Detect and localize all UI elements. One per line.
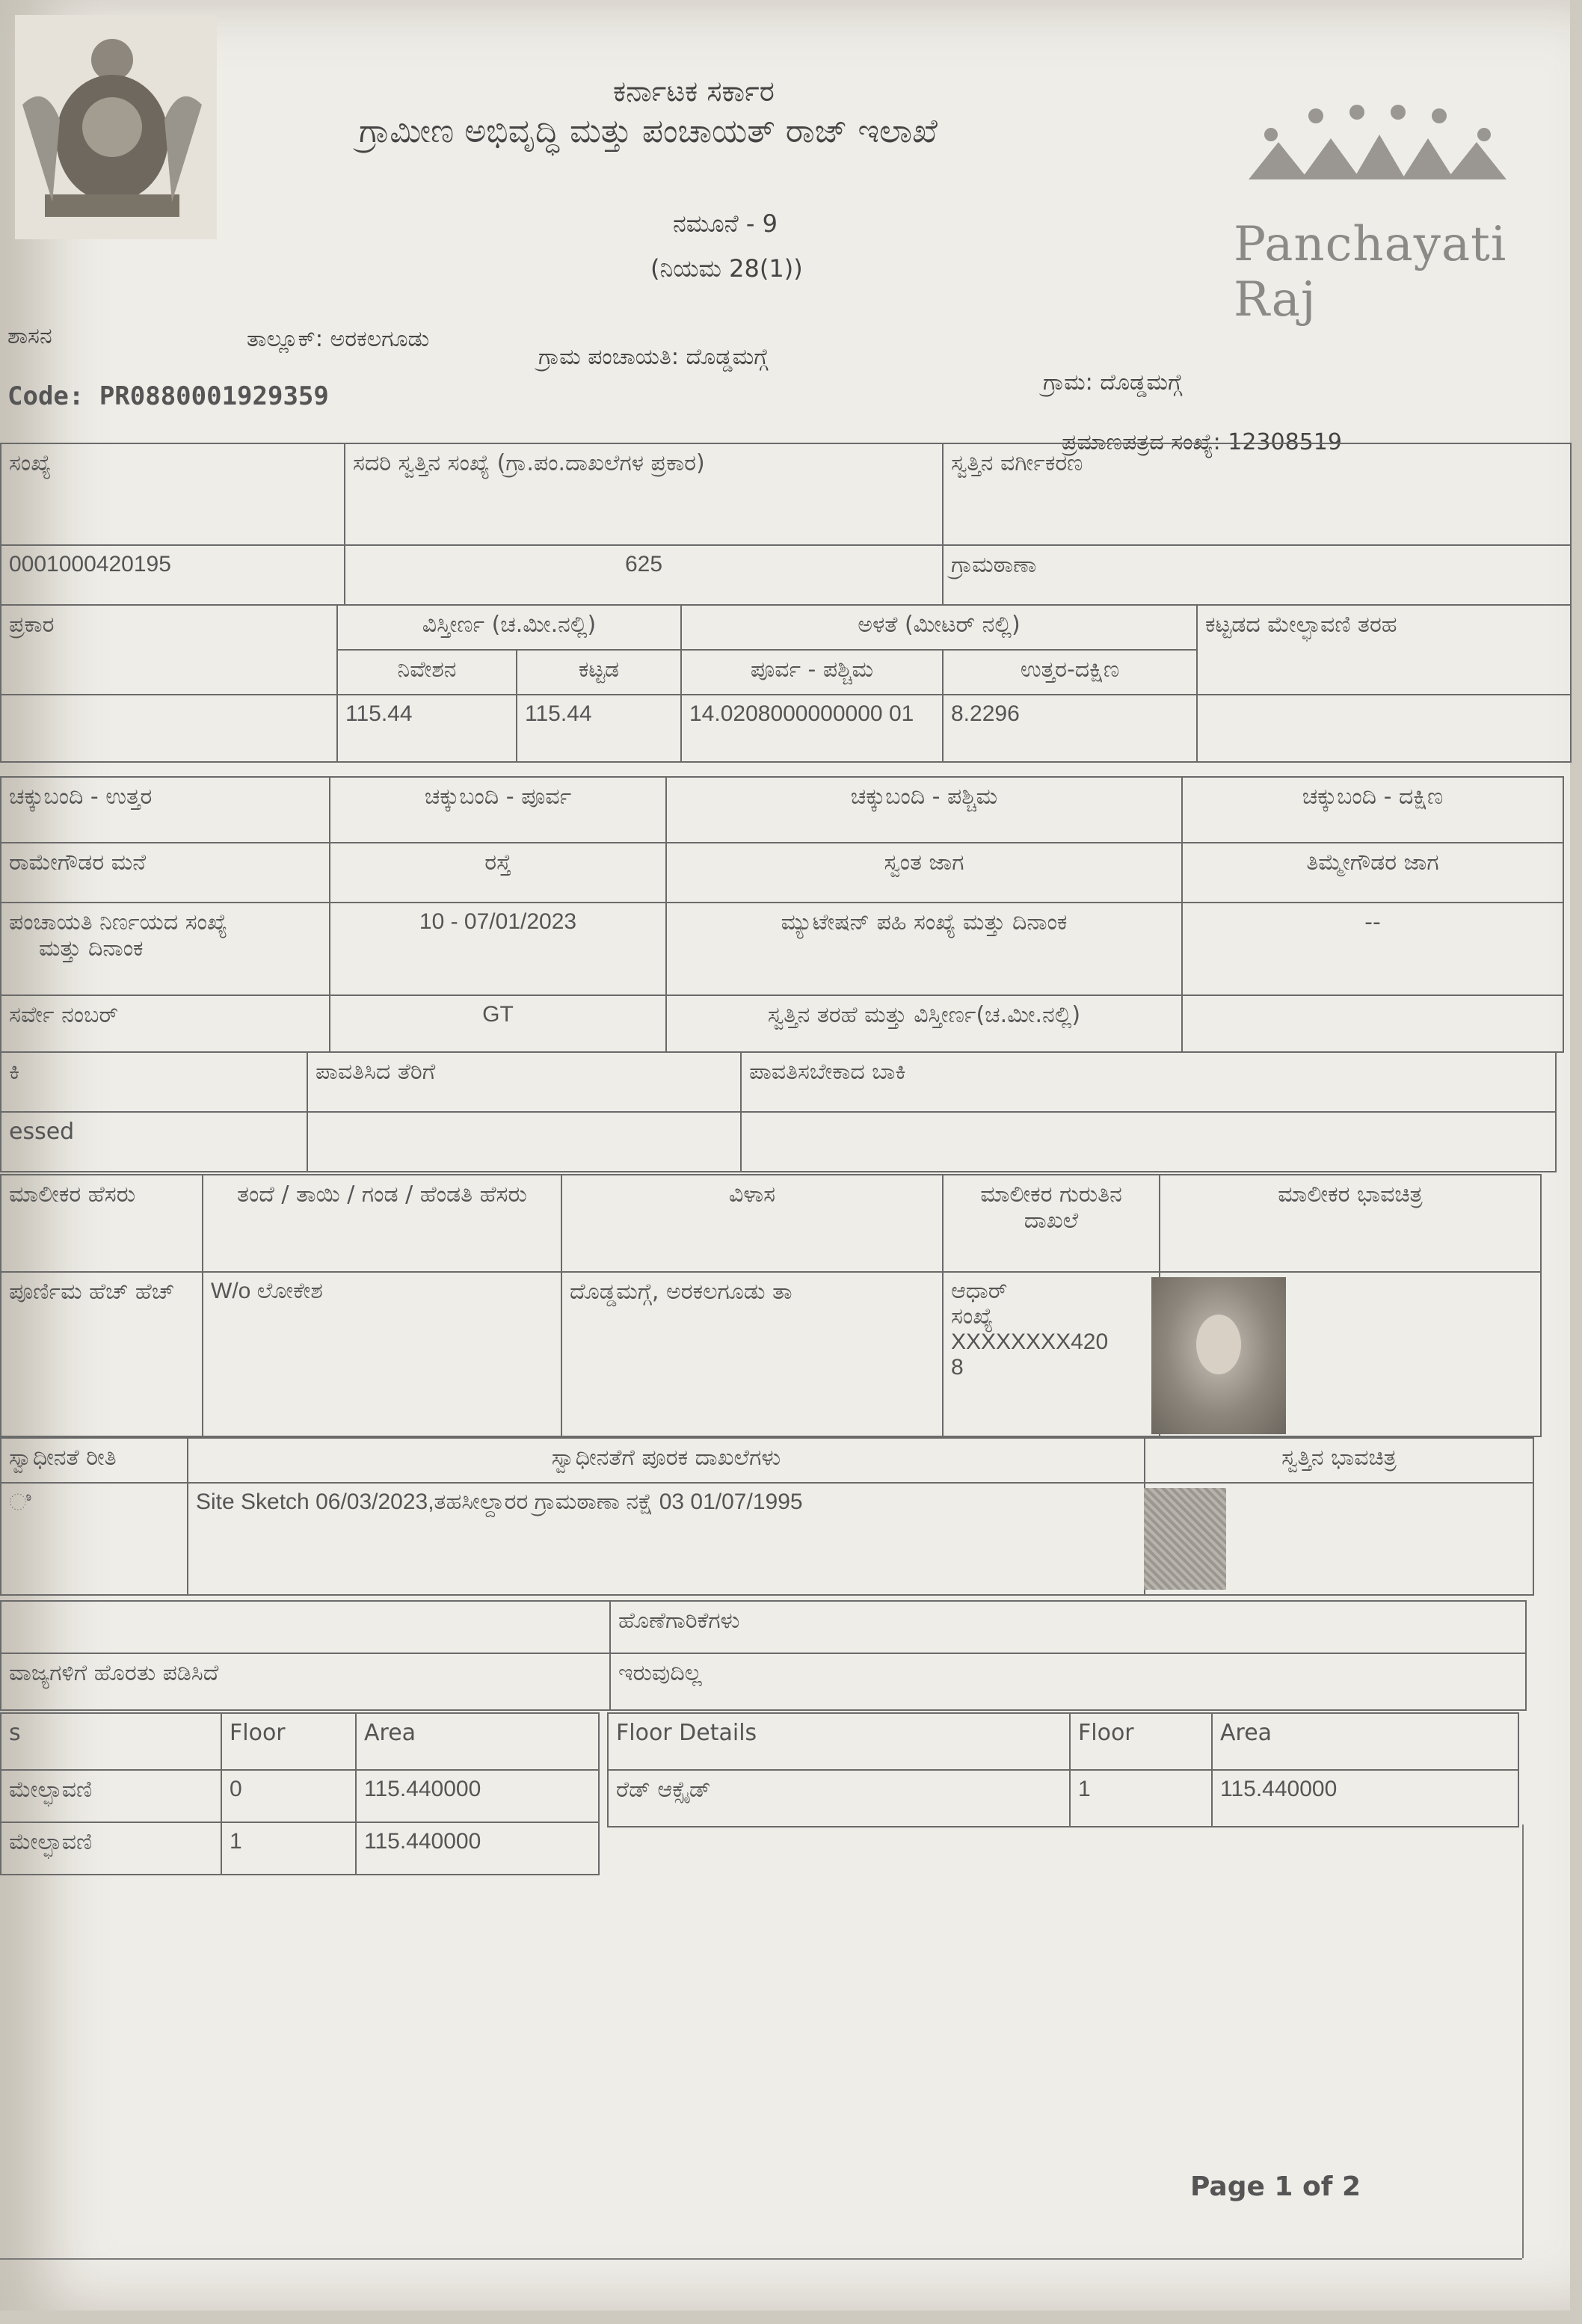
liabilities-table	[0, 1600, 1527, 1711]
address-label: ವಿಳಾಸ	[561, 1175, 943, 1272]
west-boundary-label: ಚಕ್ಕುಬಂದಿ - ಪಶ್ಚಿಮ	[666, 777, 1182, 843]
type-label: ಪ್ರಕಾರ	[1, 605, 337, 695]
site-area-value: 115.44	[337, 695, 517, 762]
resolution-value: 10 - 07/01/2023	[330, 903, 666, 995]
floor-number: 1	[1070, 1770, 1212, 1827]
department-title: ಗ್ರಾಮೀಣ ಅಭಿವೃದ್ಧಿ ಮತ್ತು ಪಂಚಾಯತ್ ರಾಜ್ ಇಲಾಖೆ	[359, 112, 938, 150]
row-label: ಸಂಖ್ಯೆ	[1, 443, 345, 545]
table-row	[608, 1770, 1518, 1827]
south-boundary-value: ತಿಮ್ಮೇಗೌಡರ ಜಾಗ	[1182, 843, 1563, 903]
classification-label: ಸ್ವತ್ತಿನ ವರ್ಗೀಕರಣ	[943, 443, 1571, 545]
rule-reference: (ನಿಯಮ 28(1))	[650, 254, 803, 283]
ownership-table	[0, 1437, 1534, 1596]
west-boundary-value: ಸ್ವಂತ ಜಾಗ	[666, 843, 1182, 903]
floor-type: ಮೇಲ್ಛಾವಣಿ	[1, 1770, 221, 1822]
floors-right-floor-header: Floor	[1070, 1713, 1212, 1770]
floor-area: 115.440000	[1212, 1770, 1518, 1827]
panchayati-raj-logo-text: Panchayati Raj	[1234, 217, 1507, 328]
page-border-right	[1522, 1825, 1524, 2258]
floor-number: 0	[221, 1770, 356, 1822]
liabilities-value: ಇರುವುದಿಲ್ಲ	[610, 1653, 1526, 1710]
tax-left-label: ಕಿ	[1, 1052, 307, 1112]
mutation-value: --	[1182, 903, 1563, 995]
id-doc-line3: XXXXXXXX420	[951, 1329, 1109, 1354]
owner-photo-face	[1196, 1315, 1241, 1374]
east-boundary-label: ಚಕ್ಕುಬಂದಿ - ಪೂರ್ವ	[330, 777, 666, 843]
page-number: Page 1 of 2	[1190, 2171, 1361, 2202]
property-id-value: 0001000420195	[1, 545, 345, 605]
measurements-table	[0, 604, 1572, 763]
gram-panchayat-label: ಗ್ರಾಮ ಪಂಚಾಯತಿ: ದೊಡ್ಡಮಗ್ಗೆ	[538, 344, 769, 370]
classification-value: ಗ್ರಾಮಠಾಣಾ	[943, 545, 1571, 605]
tax-assessed-label: essed	[1, 1112, 307, 1172]
property-nature-value	[1182, 995, 1563, 1052]
building-label: ಕಟ್ಟಡ	[517, 650, 681, 695]
north-south-value: 8.2296	[943, 695, 1197, 762]
id-document-value	[943, 1272, 1160, 1436]
id-doc-line4: 8	[951, 1355, 964, 1380]
certificate-number: ಪ್ರಮಾಣಪತ್ರದ ಸಂಖ್ಯೆ: 12308519	[1062, 429, 1342, 455]
ownership-docs-label: ಸ್ವಾಧೀನತೆಗೆ ಪೂರಕ ದಾಖಲೆಗಳು	[188, 1438, 1145, 1483]
id-doc-line1: ಆಧಾರ್	[951, 1279, 1008, 1303]
tax-due-value	[741, 1112, 1556, 1172]
east-boundary-value: ರಸ್ತೆ	[330, 843, 666, 903]
mutation-label: ಮ್ಯುಟೇಷನ್ ಪಹಿ ಸಂಖ್ಯೆ ಮತ್ತು ದಿನಾಂಕ	[666, 903, 1182, 995]
property-id-table	[0, 443, 1572, 606]
floor-details-header: Floor Details	[608, 1713, 1070, 1770]
resolution-label-line1: ಪಂಚಾಯತಿ ನಿರ್ಣಯದ ಸಂಖ್ಯೆ	[9, 909, 228, 935]
karnataka-emblem-icon	[15, 15, 217, 239]
floors-left-area-header: Area	[356, 1713, 599, 1770]
property-photo-label: ಸ್ವತ್ತಿನ ಭಾವಚಿತ್ರ	[1145, 1438, 1533, 1483]
table-row	[1, 1770, 599, 1822]
boundaries-table	[0, 776, 1564, 1053]
address-value: ದೊಡ್ಡಮಗ್ಗೆ, ಅರಕಲಗೂಡು ತಾ	[561, 1272, 943, 1436]
owner-table	[0, 1174, 1542, 1437]
property-nature-label: ಸ್ವತ್ತಿನ ತರಹೆ ಮತ್ತು ವಿಸ್ತೀರ್ಣ(ಚ.ಮೀ.ನಲ್ಲಿ)	[666, 995, 1182, 1052]
floors-left-floor-header: Floor	[221, 1713, 356, 1770]
ownership-mode-label: ಸ್ವಾಧೀನತೆ ರೀತಿ	[1, 1438, 188, 1483]
form-number: ನಮೂನೆ - 9	[673, 209, 778, 238]
village-label: ಗ್ರಾಮ: ದೊಡ್ಡಮಗ್ಗೆ	[1043, 369, 1183, 396]
property-photo	[1144, 1488, 1226, 1590]
floor-type: ಮೇಲ್ಛಾವಣಿ	[1, 1822, 221, 1875]
site-label: ನಿವೇಶನ	[337, 650, 517, 695]
survey-number-value: GT	[330, 995, 666, 1052]
taluk-label: ತಾಲ್ಲೂಕ್: ಅರಕಲಗೂಡು	[247, 326, 430, 352]
resolution-label	[1, 903, 330, 995]
area-label: ವಿಸ್ತೀರ್ಣ (ಚ.ಮೀ.ನಲ್ಲಿ)	[337, 605, 681, 650]
owner-name-label: ಮಾಲೀಕರ ಹೆಸರು	[1, 1175, 203, 1272]
south-boundary-label: ಚಕ್ಕುಬಂದಿ - ದಕ್ಷಿಣ	[1182, 777, 1563, 843]
panchayati-raj-logo-icon	[1226, 97, 1525, 187]
owner-photo	[1151, 1277, 1286, 1434]
owner-name-value: ಪೂರ್ಣಿಮ ಹೆಚ್ ಹೆಚ್	[1, 1272, 203, 1436]
ownership-docs-value: Site Sketch 06/03/2023,ತಹಸೀಲ್ದಾರರ ಗ್ರಾಮಠಾಣಾ ನಕ್ಷೆ 03 01/07/1995	[188, 1483, 1145, 1595]
liabilities-label: ಹೊಣೆಗಾರಿಕೆಗಳು	[610, 1601, 1526, 1653]
floor-details-value: ರೆಡ್ ಆಕ್ಸೈಡ್	[608, 1770, 1070, 1827]
east-west-value: 14.0208000000000 01	[681, 695, 943, 762]
id-doc-line2: ಸಂಖ್ಯೆ	[951, 1304, 994, 1329]
ownership-mode-value: ಿ	[1, 1483, 188, 1595]
liabilities-left-text: ವಾಜ್ಯಗಳಿಗೆ ಹೊರತು ಪಡಿಸಿದೆ	[1, 1653, 610, 1710]
survey-number-label: ಸರ್ವೇ ನಂಬರ್	[1, 995, 330, 1052]
tax-table	[0, 1051, 1557, 1172]
relation-value: W/o ಲೋಕೇಶ	[203, 1272, 561, 1436]
property-code: Code: PR0880001929359	[7, 381, 329, 411]
tax-due-label: ಪಾವತಿಸಬೇಕಾದ ಬಾಕಿ	[741, 1052, 1556, 1112]
property-number-value: 625	[345, 545, 943, 605]
floor-number: 1	[221, 1822, 356, 1875]
north-boundary-value: ರಾಮೇಗೌಡರ ಮನೆ	[1, 843, 330, 903]
page-border-bottom	[0, 2258, 1522, 2260]
floors-left-cut: s	[1, 1713, 221, 1770]
liabilities-left-empty	[1, 1601, 610, 1653]
owner-photo-label: ಮಾಲೀಕರ ಭಾವಚಿತ್ರ	[1160, 1175, 1541, 1272]
floors-right-table	[607, 1712, 1519, 1827]
property-number-label: ಸದರಿ ಸ್ವತ್ತಿನ ಸಂಖ್ಯೆ (ಗ್ರಾ.ಪಂ.ದಾಖಲೆಗಳ ಪ್ರಕಾರ)	[345, 443, 943, 545]
building-area-value: 115.44	[517, 695, 681, 762]
id-document-label: ಮಾಲೀಕರ ಗುರುತಿನ ದಾಖಲೆ	[943, 1175, 1160, 1272]
resolution-label-line2: ಮತ್ತು ದಿನಾಂಕ	[39, 935, 144, 962]
size-label: ಅಳತೆ (ಮೀಟರ್ ನಲ್ಲಿ)	[681, 605, 1197, 650]
east-west-label: ಪೂರ್ವ - ಪಶ್ಚಿಮ	[681, 650, 943, 695]
north-boundary-label: ಚಕ್ಕುಬಂದಿ - ಉತ್ತರ	[1, 777, 330, 843]
floors-right-area-header: Area	[1212, 1713, 1518, 1770]
table-row	[1, 1822, 599, 1875]
tax-paid-value	[307, 1112, 741, 1172]
north-south-label: ಉತ್ತರ-ದಕ್ಷಿಣ	[943, 650, 1197, 695]
relation-label: ತಂದೆ / ತಾಯಿ / ಗಂಡ / ಹೆಂಡತಿ ಹೆಸರು	[203, 1175, 561, 1272]
floor-area: 115.440000	[356, 1822, 599, 1875]
tax-paid-label: ಪಾವತಿಸಿದ ತೆರಿಗೆ	[307, 1052, 741, 1112]
floor-area: 115.440000	[356, 1770, 599, 1822]
govt-title: ಕರ್ನಾಟಕ ಸರ್ಕಾರ	[613, 75, 775, 108]
building-type-label: ಕಟ್ಟಡದ ಮೇಲ್ಛಾವಣಿ ತರಹ	[1197, 605, 1571, 695]
floors-left-table	[0, 1712, 600, 1875]
left-cut-label: ಶಾಸನ	[7, 323, 52, 349]
